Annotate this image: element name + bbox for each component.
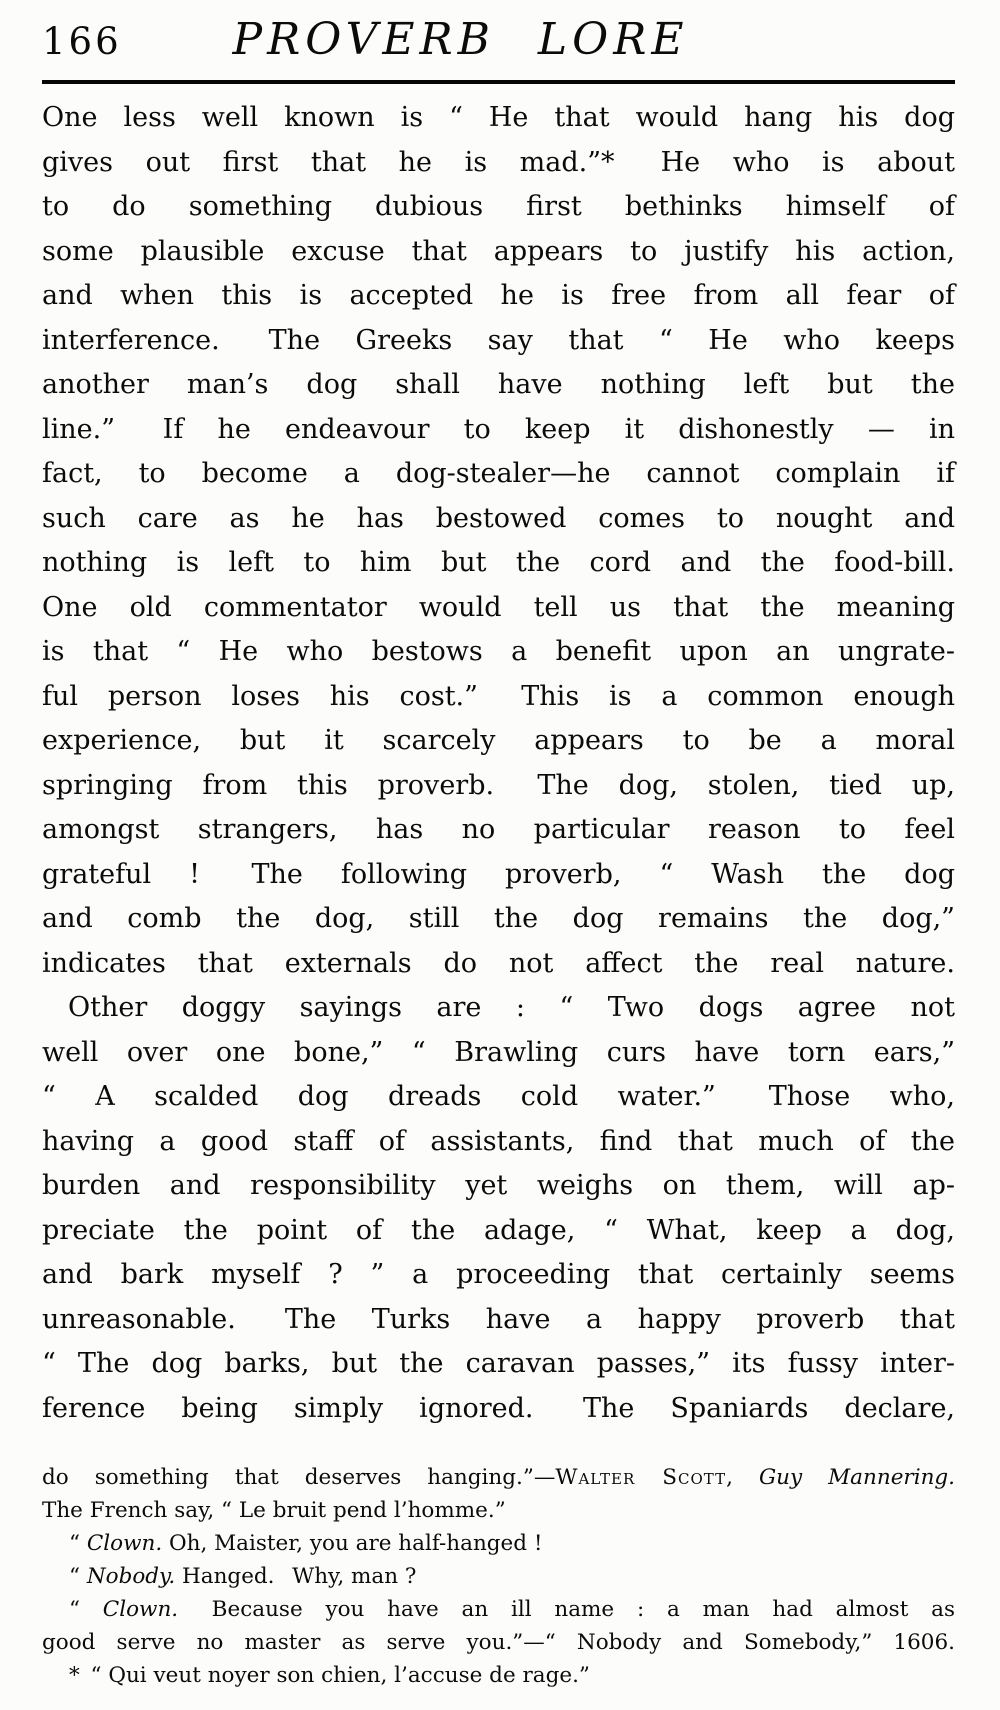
- body-text: [42, 96, 955, 1431]
- footnote-work-title: Guy Mannering.: [758, 1465, 956, 1490]
- text-line: burden and responsibility yet weighs on them, will ap-: [42, 1170, 955, 1201]
- footnote-line-6: good serve no master as serve you.”—“ Nobody and Somebody,” 1606.: [42, 1630, 955, 1655]
- page-number: 166: [42, 20, 122, 63]
- text-line: another man’s dog shall have nothing left but the: [42, 369, 955, 400]
- text-line: “ A scalded dog dreads cold water.” Those who,: [42, 1081, 955, 1112]
- footnote-line-4: [42, 1560, 955, 1593]
- text-line: amongst strangers, has no particular reason to feel: [42, 814, 955, 845]
- text-line: line.” If he endeavour to keep it dishonestly — in: [42, 413, 955, 445]
- footnote-speaker: Clown.: [86, 1531, 163, 1556]
- text-line: is that “ He who bestows a benefit upon an ungrate-: [42, 636, 955, 667]
- text-line: nothing is left to him but the cord and the food-bill.: [42, 547, 955, 578]
- text-line: gives out first that he is mad.”* He who is about: [42, 146, 955, 178]
- text-line: interference. The Greeks say that “ He who keeps: [42, 324, 955, 356]
- footnote-text: do something that deserves hanging.”—: [42, 1465, 556, 1490]
- footnote-text: ,: [726, 1465, 759, 1490]
- footnotes: [42, 1461, 955, 1692]
- text-line: unreasonable. The Turks have a happy proverb that: [42, 1303, 955, 1335]
- footnote-text: Hanged. Why, man ?: [175, 1564, 417, 1589]
- text-line: “ The dog barks, but the caravan passes,” its fussy inter-: [42, 1348, 955, 1379]
- text-line: experience, but it scarcely appears to be a moral: [42, 725, 955, 756]
- footnote-speaker: Nobody.: [86, 1564, 176, 1589]
- text-line: preciate the point of the adage, “ What, keep a dog,: [42, 1214, 955, 1246]
- text-line: and when this is accepted he is free from all fear of: [42, 280, 955, 311]
- header-rule: [42, 80, 955, 84]
- text-line: ful person loses his cost.” This is a common enough: [42, 680, 955, 712]
- text-line: indicates that externals do not affect the real nature.: [42, 947, 955, 979]
- running-title: PROVERB LORE: [232, 14, 689, 65]
- text-line: One old commentator would tell us that the meaning: [42, 591, 955, 623]
- text-line: fact, to become a dog-stealer—he cannot complain if: [42, 458, 955, 489]
- paragraph-1: [42, 96, 955, 986]
- text-line: ference being simply ignored. The Spaniards declare,: [42, 1392, 955, 1424]
- text-line: such care as he has bestowed comes to nought and: [42, 502, 955, 534]
- text-line: One less well known is “ He that would hang his dog: [42, 102, 955, 133]
- text-line: Other doggy sayings are : “ Two dogs agree not: [68, 992, 955, 1023]
- footnote-line-5: [42, 1593, 955, 1626]
- text-line: to do something dubious first bethinks himself of: [42, 191, 955, 222]
- footnote-text: Oh, Maister, you are half-hanged !: [162, 1531, 543, 1556]
- paragraph-2: [42, 986, 955, 1431]
- footnote-text: “: [69, 1531, 87, 1556]
- footnote-speaker: Clown.: [102, 1597, 179, 1622]
- footnote-text: “: [69, 1564, 87, 1589]
- text-line: some plausible excuse that appears to justify his action,: [42, 235, 955, 267]
- footnote-line-3: [42, 1527, 955, 1560]
- text-line: and bark myself ? ” a proceeding that certainly seems: [42, 1259, 955, 1290]
- text-line: grateful ! The following proverb, “ Wash the dog: [42, 858, 955, 890]
- text-line: having a good staff of assistants, find that much of the: [42, 1125, 955, 1157]
- footnote-line-1: [42, 1461, 955, 1494]
- footnote-line-7: * “ Qui veut noyer son chien, l’accuse de rage.”: [69, 1663, 590, 1688]
- footnote-text: Because you have an ill name : a man had almost as: [178, 1597, 955, 1622]
- footnote-text: “: [69, 1597, 103, 1622]
- footnote-line-2: The French say, “ Le bruit pend l’homme.”: [42, 1498, 506, 1523]
- text-line: and comb the dog, still the dog remains the dog,”: [42, 903, 955, 934]
- footnote-author: Walter Scott: [555, 1465, 727, 1490]
- text-line: well over one bone,” “ Brawling curs have torn ears,”: [42, 1036, 955, 1068]
- page-header: [42, 12, 955, 72]
- text-line: springing from this proverb. The dog, stolen, tied up,: [42, 769, 955, 801]
